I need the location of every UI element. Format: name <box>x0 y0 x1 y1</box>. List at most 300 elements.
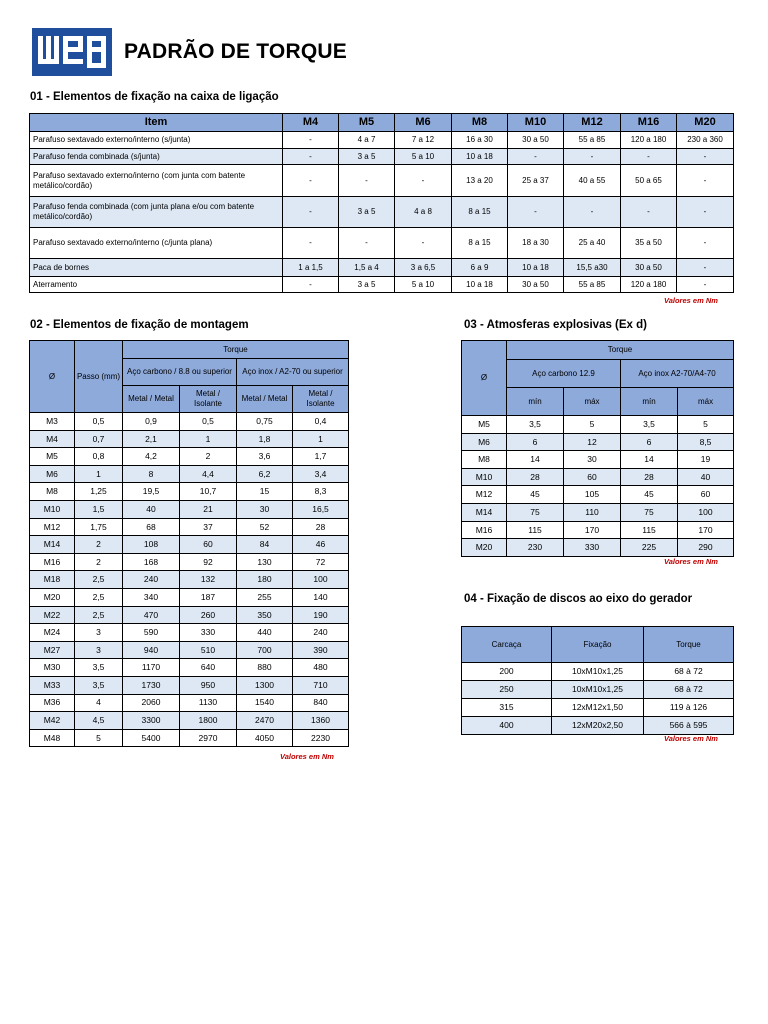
table-cell: 260 <box>180 606 237 624</box>
table-cell: - <box>564 197 621 228</box>
table-cell: 255 <box>237 588 293 606</box>
table-row <box>30 553 349 571</box>
table-cell: 1170 <box>123 659 180 677</box>
table-cell: 12xM20x2,50 <box>552 717 644 735</box>
table-row <box>30 518 349 536</box>
table-cell: M5 <box>30 448 75 466</box>
col-header: M4 <box>283 114 339 132</box>
table-cell: 6,2 <box>237 465 293 483</box>
table-cell: 1,8 <box>237 430 293 448</box>
table-cell: - <box>283 197 339 228</box>
table-cell: - <box>677 228 734 259</box>
col-header-inox: Aço inox / A2-70 ou superior <box>237 359 349 386</box>
table-cell: 230 <box>507 539 564 557</box>
table-cell: 100 <box>293 571 349 589</box>
units-note: Valores em Nm <box>280 752 334 761</box>
table-cell: 2230 <box>293 729 349 747</box>
table-cell: 2 <box>75 536 123 554</box>
table-cell: 2,1 <box>123 430 180 448</box>
table-cell: 1730 <box>123 676 180 694</box>
table-row <box>30 197 734 228</box>
table-cell: 566 à 595 <box>644 717 734 735</box>
table-row <box>462 681 734 699</box>
table-cell: 330 <box>564 539 621 557</box>
table-cell: M4 <box>30 430 75 448</box>
table-cell: 1300 <box>237 676 293 694</box>
table-cell: Parafuso sextavado externo/interno (com junta com batente metálico/cordão) <box>30 165 283 197</box>
table-row <box>462 539 734 557</box>
table-cell: 16,5 <box>293 500 349 518</box>
table-cell: 3300 <box>123 712 180 730</box>
table-row <box>30 641 349 659</box>
table-cell: 4,2 <box>123 448 180 466</box>
col-header: M10 <box>508 114 564 132</box>
table-cell: 3 a 6,5 <box>395 259 452 277</box>
table-row <box>30 448 349 466</box>
table-cell: 590 <box>123 624 180 642</box>
table-cell: 940 <box>123 641 180 659</box>
table-cell: 2060 <box>123 694 180 712</box>
table-cell: 68 à 72 <box>644 681 734 699</box>
table-row <box>30 149 734 165</box>
col-header-carbono: Aço carbono 12.9 <box>507 360 621 388</box>
section2-title: 02 - Elementos de fixação de montagem <box>30 319 249 331</box>
table-cell: 1,5 <box>75 500 123 518</box>
table-row <box>30 712 349 730</box>
table-cell: 8 a 15 <box>452 228 508 259</box>
table-cell: 2 <box>180 448 237 466</box>
table-cell: 3,5 <box>75 676 123 694</box>
col-header-max: máx <box>564 388 621 416</box>
table-cell: 50 a 65 <box>621 165 677 197</box>
table-cell: - <box>508 197 564 228</box>
table-row <box>30 729 349 747</box>
table-caixa-ligacao <box>29 113 734 293</box>
table-cell: 40 <box>678 468 734 486</box>
table-cell: 1540 <box>237 694 293 712</box>
table-cell: 40 a 55 <box>564 165 621 197</box>
table-row <box>30 588 349 606</box>
table-cell: 18 a 30 <box>508 228 564 259</box>
table-cell: 3,4 <box>293 465 349 483</box>
col-header-inox: Aço inox A2-70/A4-70 <box>621 360 734 388</box>
table-row <box>462 468 734 486</box>
table-cell: 21 <box>180 500 237 518</box>
table-cell: - <box>283 132 339 149</box>
table-cell: 2470 <box>237 712 293 730</box>
units-note: Valores em Nm <box>664 557 718 566</box>
table-cell: 390 <box>293 641 349 659</box>
table-cell: 880 <box>237 659 293 677</box>
table-row <box>30 483 349 501</box>
col-header: Carcaça <box>462 627 552 663</box>
table-cell: 1,75 <box>75 518 123 536</box>
table-row <box>462 486 734 504</box>
table-cell: 225 <box>621 539 678 557</box>
col-header-passo: Passo (mm) <box>75 341 123 413</box>
table-cell: 16 a 30 <box>452 132 508 149</box>
table-cell: - <box>395 228 452 259</box>
table-cell: 60 <box>180 536 237 554</box>
table-cell: 6 a 9 <box>452 259 508 277</box>
table-cell: 200 <box>462 663 552 681</box>
table-cell: - <box>677 149 734 165</box>
table-cell: - <box>339 165 395 197</box>
table-row <box>462 521 734 539</box>
table-cell: 640 <box>180 659 237 677</box>
table-cell: 170 <box>678 521 734 539</box>
table-cell: M10 <box>30 500 75 518</box>
table-cell: 19,5 <box>123 483 180 501</box>
table-cell: 250 <box>462 681 552 699</box>
table-cell: 4,4 <box>180 465 237 483</box>
table-cell: 115 <box>507 521 564 539</box>
table-cell: 140 <box>293 588 349 606</box>
table-cell: 0,8 <box>75 448 123 466</box>
col-header: M5 <box>339 114 395 132</box>
table-cell: - <box>283 228 339 259</box>
table-cell: 10 a 18 <box>452 277 508 293</box>
table-cell: 0,4 <box>293 413 349 431</box>
table-row <box>30 571 349 589</box>
table-row <box>30 624 349 642</box>
table-cell: M20 <box>462 539 507 557</box>
col-header: Torque <box>644 627 734 663</box>
table-cell: 1,5 a 4 <box>339 259 395 277</box>
table-cell: 37 <box>180 518 237 536</box>
table-cell: 28 <box>293 518 349 536</box>
table-cell: M6 <box>30 465 75 483</box>
table-cell: M42 <box>30 712 75 730</box>
table-cell: 12xM12x1,50 <box>552 699 644 717</box>
table-cell: 5 a 10 <box>395 277 452 293</box>
table-cell: 105 <box>564 486 621 504</box>
table-row <box>462 663 734 681</box>
table-cell: 1 <box>293 430 349 448</box>
table-cell: 480 <box>293 659 349 677</box>
table-row <box>30 228 734 259</box>
table-cell: 46 <box>293 536 349 554</box>
table-cell: 120 a 180 <box>621 277 677 293</box>
table-cell: M6 <box>462 433 507 451</box>
table-cell: Paca de bornes <box>30 259 283 277</box>
table-cell: 3 a 5 <box>339 149 395 165</box>
table-row <box>30 465 349 483</box>
table-cell: 5400 <box>123 729 180 747</box>
table-atmosferas-explosivas <box>461 340 734 557</box>
table-row <box>462 451 734 469</box>
table-cell: 2970 <box>180 729 237 747</box>
table-cell: 290 <box>678 539 734 557</box>
table-cell: 6 <box>621 433 678 451</box>
table-cell: 15,5 a30 <box>564 259 621 277</box>
table-cell: 0,75 <box>237 413 293 431</box>
table-cell: 1800 <box>180 712 237 730</box>
table-cell: M16 <box>462 521 507 539</box>
table-cell: 3 a 5 <box>339 197 395 228</box>
table-cell: 10xM10x1,25 <box>552 681 644 699</box>
table-cell: M24 <box>30 624 75 642</box>
table-cell: 240 <box>293 624 349 642</box>
table-row <box>30 132 734 149</box>
table-cell: 1 <box>180 430 237 448</box>
col-header: Fixação <box>552 627 644 663</box>
col-header-torque: Torque <box>507 341 734 360</box>
table-cell: - <box>677 259 734 277</box>
col-header-metal-metal: Metal / Metal <box>123 386 180 413</box>
col-header: M6 <box>395 114 452 132</box>
table-cell: - <box>621 197 677 228</box>
table-cell: M8 <box>462 451 507 469</box>
table-cell: 187 <box>180 588 237 606</box>
table-cell: 55 a 85 <box>564 277 621 293</box>
table-cell: 72 <box>293 553 349 571</box>
table-cell: 75 <box>507 503 564 521</box>
table-cell: 28 <box>621 468 678 486</box>
section4-title: 04 - Fixação de discos ao eixo do gerador <box>464 593 693 605</box>
col-header-min: mín <box>507 388 564 416</box>
table-cell: M27 <box>30 641 75 659</box>
page-title: PADRÃO DE TORQUE <box>124 40 347 63</box>
table-cell: 470 <box>123 606 180 624</box>
table-cell: 75 <box>621 503 678 521</box>
section3-title: 03 - Atmosferas explosivas (Ex d) <box>464 319 648 331</box>
table-cell: 68 <box>123 518 180 536</box>
table-cell: 45 <box>507 486 564 504</box>
table-cell: 4 a 7 <box>339 132 395 149</box>
table-cell: 240 <box>123 571 180 589</box>
table-cell: - <box>677 165 734 197</box>
table-cell: - <box>677 277 734 293</box>
table-row <box>30 676 349 694</box>
table-cell: 4 <box>75 694 123 712</box>
col-header-metal-isolante: Metal / Isolante <box>293 386 349 413</box>
table-cell: 1,7 <box>293 448 349 466</box>
table-row <box>462 717 734 735</box>
table-row <box>30 413 349 431</box>
table-cell: 230 a 360 <box>677 132 734 149</box>
table-cell: 5 <box>678 416 734 434</box>
table-cell: 0,5 <box>75 413 123 431</box>
table-cell: 25 a 40 <box>564 228 621 259</box>
table-row <box>462 416 734 434</box>
table-row <box>462 503 734 521</box>
table-row <box>30 606 349 624</box>
table-cell: 6 <box>507 433 564 451</box>
table-cell: 30 a 50 <box>621 259 677 277</box>
table-cell: 340 <box>123 588 180 606</box>
table-cell: 3 <box>75 624 123 642</box>
table-cell: 55 a 85 <box>564 132 621 149</box>
table-cell: - <box>621 149 677 165</box>
col-header-diam: Ø <box>462 341 507 416</box>
table-cell: 3 a 5 <box>339 277 395 293</box>
table-cell: 130 <box>237 553 293 571</box>
table-cell: 0,7 <box>75 430 123 448</box>
table-cell: 5 a 10 <box>395 149 452 165</box>
table-cell: M12 <box>30 518 75 536</box>
table-cell: 3,6 <box>237 448 293 466</box>
table-cell: 52 <box>237 518 293 536</box>
table-cell: 315 <box>462 699 552 717</box>
table-cell: 2,5 <box>75 588 123 606</box>
table-row <box>30 694 349 712</box>
table-cell: 119 à 126 <box>644 699 734 717</box>
table-cell: 3,5 <box>75 659 123 677</box>
table-cell: Parafuso fenda combinada (com junta plana e/ou com batente metálico/cordão) <box>30 197 283 228</box>
table-cell: 84 <box>237 536 293 554</box>
table-cell: - <box>395 165 452 197</box>
table-row <box>30 259 734 277</box>
table-cell: 170 <box>564 521 621 539</box>
table-cell: 132 <box>180 571 237 589</box>
table-cell: 5 <box>564 416 621 434</box>
units-note: Valores em Nm <box>664 734 718 743</box>
table-cell: 15 <box>237 483 293 501</box>
table-cell: 108 <box>123 536 180 554</box>
table-cell: 30 a 50 <box>508 277 564 293</box>
table-cell: 180 <box>237 571 293 589</box>
table-cell: Aterramento <box>30 277 283 293</box>
table-row <box>30 536 349 554</box>
col-header-min: mín <box>621 388 678 416</box>
table-cell: Parafuso fenda combinada (s/junta) <box>30 149 283 165</box>
table-montagem <box>29 340 349 747</box>
table-cell: M20 <box>30 588 75 606</box>
table-cell: M14 <box>30 536 75 554</box>
table-cell: 3,5 <box>507 416 564 434</box>
table-cell: 14 <box>507 451 564 469</box>
table-cell: 190 <box>293 606 349 624</box>
col-header: M20 <box>677 114 734 132</box>
table-cell: 30 a 50 <box>508 132 564 149</box>
table-cell: 92 <box>180 553 237 571</box>
table-cell: 1,25 <box>75 483 123 501</box>
table-cell: 25 a 37 <box>508 165 564 197</box>
table-cell: 10,7 <box>180 483 237 501</box>
table-cell: 400 <box>462 717 552 735</box>
table-cell: 4,5 <box>75 712 123 730</box>
col-header-metal-metal: Metal / Metal <box>237 386 293 413</box>
table-cell: 710 <box>293 676 349 694</box>
table-cell: 3,5 <box>621 416 678 434</box>
table-cell: M22 <box>30 606 75 624</box>
table-row <box>30 659 349 677</box>
table-cell: 28 <box>507 468 564 486</box>
table-cell: M18 <box>30 571 75 589</box>
table-cell: 840 <box>293 694 349 712</box>
table-cell: 1360 <box>293 712 349 730</box>
table-cell: - <box>283 165 339 197</box>
table-cell: 8 a 15 <box>452 197 508 228</box>
table-cell: 8 <box>123 465 180 483</box>
table-cell: 700 <box>237 641 293 659</box>
table-cell: 1130 <box>180 694 237 712</box>
table-cell: 110 <box>564 503 621 521</box>
table-cell: 120 a 180 <box>621 132 677 149</box>
table-cell: 12 <box>564 433 621 451</box>
table-cell: 30 <box>237 500 293 518</box>
table-cell: 13 a 20 <box>452 165 508 197</box>
table-cell: 0,5 <box>180 413 237 431</box>
col-header-diam: Ø <box>30 341 75 413</box>
table-cell: 330 <box>180 624 237 642</box>
table-cell: 4050 <box>237 729 293 747</box>
table-cell: M12 <box>462 486 507 504</box>
table-row <box>30 430 349 448</box>
table-cell: M16 <box>30 553 75 571</box>
table-cell: 168 <box>123 553 180 571</box>
table-row <box>462 433 734 451</box>
table-cell: 3 <box>75 641 123 659</box>
col-header: M16 <box>621 114 677 132</box>
table-cell: 8,3 <box>293 483 349 501</box>
table-cell: 2 <box>75 553 123 571</box>
table-cell: 2,5 <box>75 606 123 624</box>
col-header: Item <box>30 114 283 132</box>
col-header: M12 <box>564 114 621 132</box>
table-row <box>30 500 349 518</box>
table-cell: M33 <box>30 676 75 694</box>
table-cell: 60 <box>678 486 734 504</box>
table-cell: 0,9 <box>123 413 180 431</box>
table-cell: 950 <box>180 676 237 694</box>
table-cell: 5 <box>75 729 123 747</box>
table-cell: Parafuso sextavado externo/interno (s/junta) <box>30 132 283 149</box>
table-cell: 30 <box>564 451 621 469</box>
table-cell: 4 a 8 <box>395 197 452 228</box>
table-row <box>462 699 734 717</box>
col-header-torque: Torque <box>123 341 349 359</box>
table-cell: 19 <box>678 451 734 469</box>
table-cell: - <box>283 277 339 293</box>
col-header-max: máx <box>678 388 734 416</box>
table-cell: 60 <box>564 468 621 486</box>
table-cell: 100 <box>678 503 734 521</box>
table-cell: 350 <box>237 606 293 624</box>
table-row <box>30 165 734 197</box>
table-discos-gerador <box>461 626 734 735</box>
table-cell: M3 <box>30 413 75 431</box>
table-cell: - <box>339 228 395 259</box>
table-cell: M5 <box>462 416 507 434</box>
table-cell: 10 a 18 <box>508 259 564 277</box>
weg-logo <box>32 28 112 76</box>
table-cell: 45 <box>621 486 678 504</box>
table-cell: 10xM10x1,25 <box>552 663 644 681</box>
table-cell: M8 <box>30 483 75 501</box>
table-cell: 510 <box>180 641 237 659</box>
col-header-metal-isolante: Metal / Isolante <box>180 386 237 413</box>
table-cell: 14 <box>621 451 678 469</box>
table-cell: M48 <box>30 729 75 747</box>
col-header-carbono: Aço carbono / 8.8 ou superior <box>123 359 237 386</box>
table-cell: 10 a 18 <box>452 149 508 165</box>
table-cell: 40 <box>123 500 180 518</box>
section1-title: 01 - Elementos de fixação na caixa de ligação <box>30 91 279 103</box>
table-cell: 1 <box>75 465 123 483</box>
units-note: Valores em Nm <box>664 296 718 305</box>
table-cell: 440 <box>237 624 293 642</box>
table-cell: 2,5 <box>75 571 123 589</box>
table-row <box>30 277 734 293</box>
table-cell: - <box>677 197 734 228</box>
col-header: M8 <box>452 114 508 132</box>
table-cell: - <box>508 149 564 165</box>
table-cell: M14 <box>462 503 507 521</box>
table-cell: 7 a 12 <box>395 132 452 149</box>
table-cell: 1 a 1,5 <box>283 259 339 277</box>
